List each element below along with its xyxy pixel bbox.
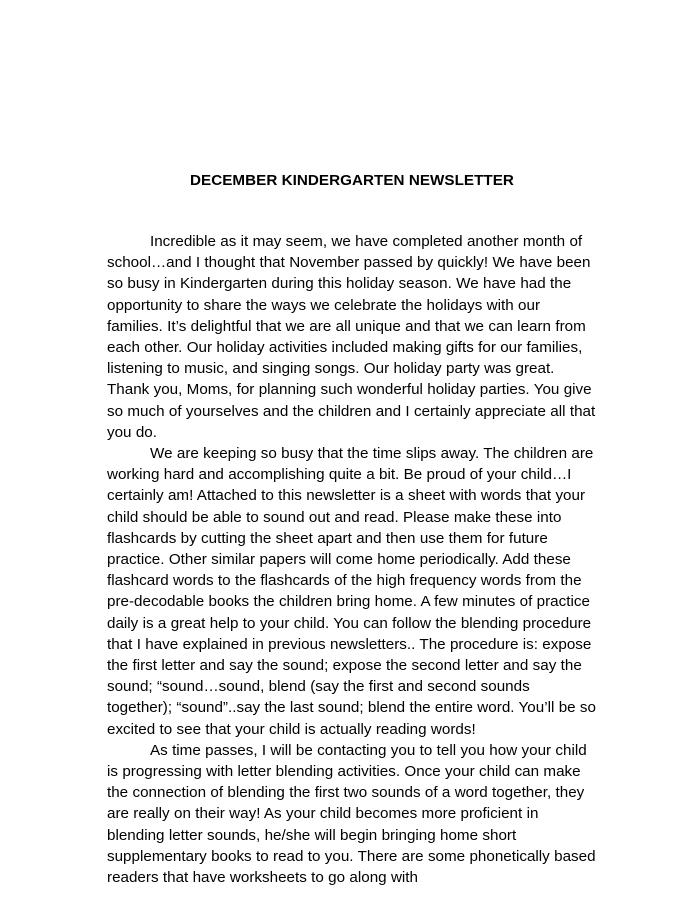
paragraph-1: Incredible as it may seem, we have completed another month of school…and I thought that November passed by quickly! We have been so busy in Kindergarten during this holiday season. We have had the opportunity to share the ways we celebrate the holidays with our families. It’s delightful that we are all unique and that we can learn from each other. Our holiday activities included making gifts for our families, listening to music, and singing songs. Our holiday party was great. Thank you, Moms, for planning such wonderful holiday parties. You give so much of yourselves and the children and I certainly appreciate all that you do.	[107, 233, 596, 441]
title-spacer	[107, 191, 597, 231]
document-body	[107, 170, 597, 888]
page-title: DECEMBER KINDERGARTEN NEWSLETTER	[190, 172, 514, 189]
paragraph-2: We are keeping so busy that the time slips away. The children are working hard and accomplishing quite a bit. Be proud of your child…I certainly am! Attached to this newsletter is a sheet with words that your child should be able to sound out and read. Please make these into flashcards by cutting the sheet apart and then use them for future practice. Other similar papers will come home periodically. Add these flashcard words to the flashcards of the high frequency words from the pre-decodable books the children bring home. A few minutes of practice daily is a great help to your child. You can follow the blending procedure that I have explained in previous newsletters.. The procedure is: expose the first letter and say the sound; expose the second letter and say the sound; “sound…sound, blend (say the first and second sounds together); “sound”..say the last sound; blend the entire word. You’ll be so excited to see that your child is actually reading words!	[107, 445, 596, 738]
paragraph-3: As time passes, I will be contacting you to tell you how your child is progressing with letter blending activities. Once your child can make the connection of blending the first two sounds of a word together, they are really on their way! As your child becomes more proficient in blending letter sounds, he/she will begin bringing home short supplementary books to read to you. There are some phonetically based readers that have worksheets to go along with	[107, 741, 596, 887]
